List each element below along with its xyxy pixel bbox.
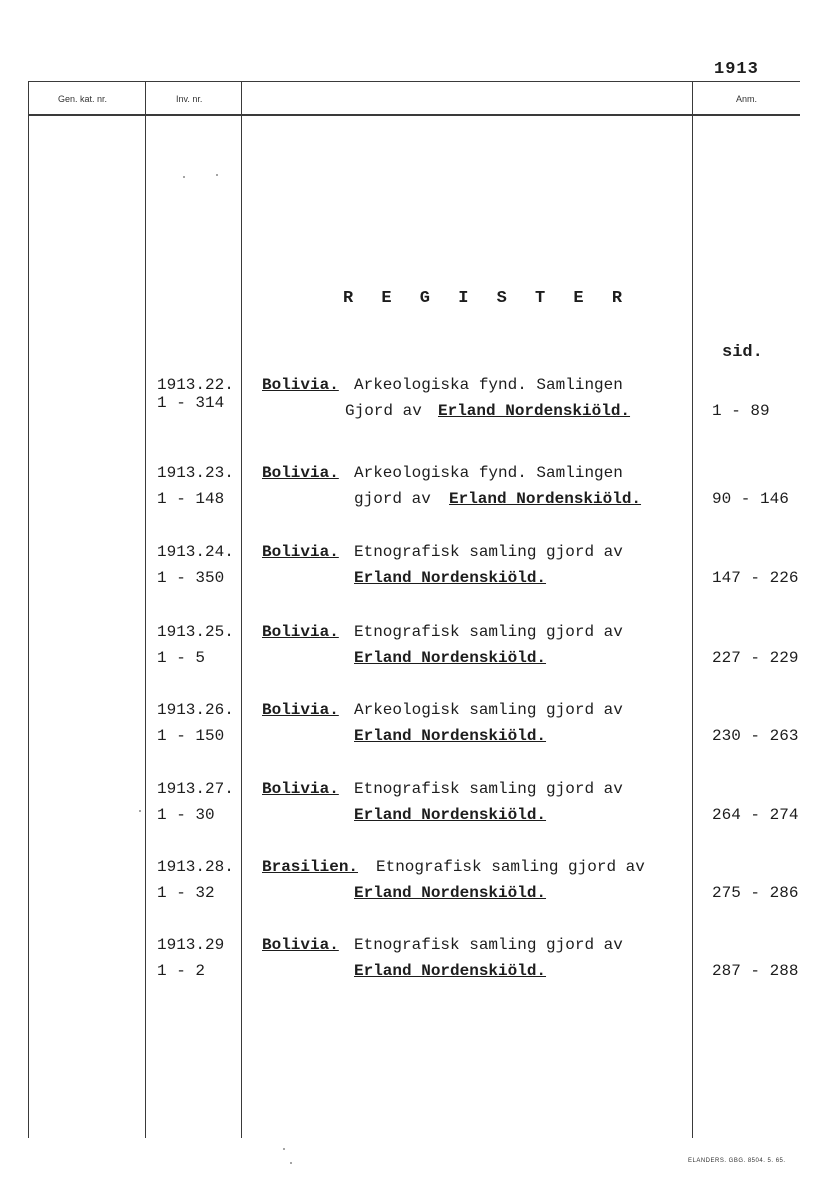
entry-description: Etnografisk samling gjord av [354, 936, 623, 954]
inventory-number: 1913.25. [157, 623, 234, 641]
item-range: 1 - 5 [157, 649, 206, 667]
page-range: 147 - 226 [712, 569, 799, 587]
page-range: 227 - 229 [712, 649, 799, 667]
collector-name: Erland Nordenskiöld. [449, 490, 642, 508]
entry-description: Arkeologiska fynd. Samlingen [354, 376, 623, 394]
register-entry [0, 464, 821, 524]
collector-name: Erland Nordenskiöld. [354, 649, 547, 667]
inventory-number: 1913.24. [157, 543, 234, 561]
inventory-number: 1913.22. [157, 376, 234, 394]
scan-speck [183, 176, 185, 178]
entry-description: Etnografisk samling gjord av [354, 780, 623, 798]
header-top-rule [28, 81, 800, 82]
register-entry [0, 376, 821, 436]
collector-name: Erland Nordenskiöld. [354, 727, 547, 745]
inventory-number: 1913.29 [157, 936, 225, 954]
scan-speck [283, 1148, 285, 1150]
page-range: 1 - 89 [712, 402, 770, 420]
entry-description: Etnografisk samling gjord av [354, 623, 623, 641]
page-range: 264 - 274 [712, 806, 799, 824]
entry-description: Arkeologisk samling gjord av [354, 701, 623, 719]
inventory-number: 1913.23. [157, 464, 234, 482]
country-name: Bolivia. [262, 936, 339, 954]
item-range: 1 - 350 [157, 569, 225, 587]
register-entry [0, 780, 821, 840]
register-entry [0, 858, 821, 918]
register-entry [0, 623, 821, 683]
column-anm: Anm. [736, 94, 758, 104]
register-entry [0, 936, 821, 996]
item-range: 1 - 2 [157, 962, 206, 980]
country-name: Bolivia. [262, 780, 339, 798]
page-range: 230 - 263 [712, 727, 799, 745]
register-entry [0, 543, 821, 603]
collector-name: Erland Nordenskiöld. [354, 884, 547, 902]
inventory-number: 1913.26. [157, 701, 234, 719]
scan-speck [290, 1162, 292, 1164]
country-name: Bolivia. [262, 376, 339, 394]
entry-description: Etnografisk samling gjord av [354, 543, 623, 561]
item-range: 1 - 30 [157, 806, 215, 824]
country-name: Bolivia. [262, 623, 339, 641]
gjord-av-text: Gjord av [345, 402, 422, 420]
register-title: R E G I S T E R [343, 289, 632, 308]
collector-name: Erland Nordenskiöld. [354, 569, 547, 587]
country-name: Bolivia. [262, 701, 339, 719]
page-range: 287 - 288 [712, 962, 799, 980]
collector-name: Erland Nordenskiöld. [354, 806, 547, 824]
printer-imprint: ELANDERS. GBG. 8504. 5. 65. [688, 1158, 786, 1164]
sid-label: sid. [722, 343, 763, 362]
entry-description: Arkeologiska fynd. Samlingen [354, 464, 623, 482]
item-range: 1 - 314 [157, 394, 225, 412]
item-range: 1 - 32 [157, 884, 215, 902]
collector-name: Erland Nordenskiöld. [438, 402, 631, 420]
header-bottom-rule [28, 114, 800, 116]
country-name: Bolivia. [262, 543, 339, 561]
column-gen-kat-nr: Gen. kat. nr. [58, 94, 108, 104]
country-name: Brasilien. [262, 858, 359, 876]
item-range: 1 - 150 [157, 727, 225, 745]
column-inv-nr: Inv. nr. [176, 94, 203, 104]
page-year: 1913 [714, 60, 759, 79]
country-name: Bolivia. [262, 464, 339, 482]
entry-description: Etnografisk samling gjord av [376, 858, 645, 876]
inventory-number: 1913.27. [157, 780, 234, 798]
page-range: 90 - 146 [712, 490, 789, 508]
register-entry [0, 701, 821, 761]
scan-speck [139, 810, 141, 812]
collector-name: Erland Nordenskiöld. [354, 962, 547, 980]
page-range: 275 - 286 [712, 884, 799, 902]
inventory-number: 1913.28. [157, 858, 234, 876]
scan-speck [216, 174, 218, 176]
item-range: 1 - 148 [157, 490, 225, 508]
gjord-av-text: gjord av [354, 490, 431, 508]
